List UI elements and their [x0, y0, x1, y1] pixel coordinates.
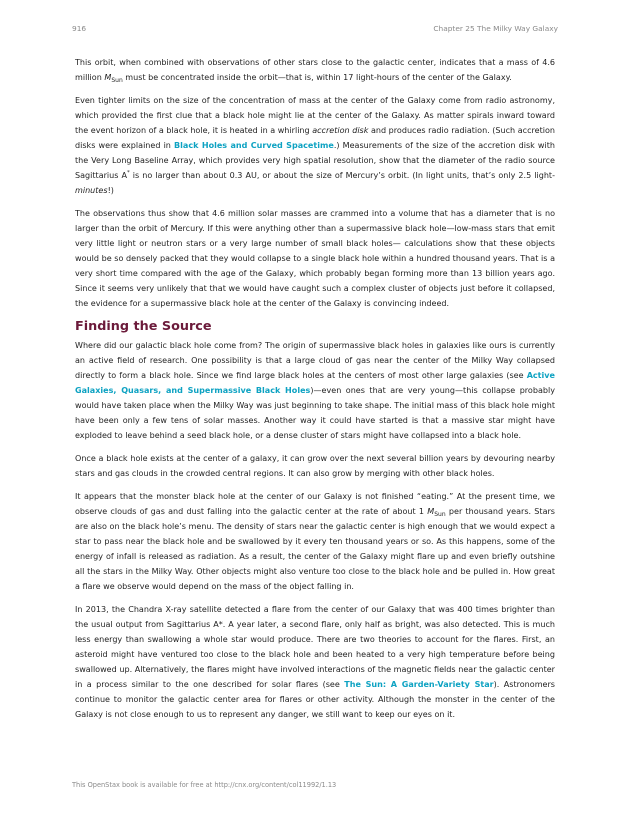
link-the-sun[interactable]: The Sun: A Garden-Variety Star [344, 680, 494, 689]
paragraph-origin: Where did our galactic black hole come from? The origin of supermassive black holes in galaxies like ours is currently an active field of research. One possibility is that a large cloud of gas near the center of the Milky Way collapsed directly to form a black hole. Since we find large black holes at the centers of most other large galaxies (see Active Galaxies, Quasars, and Supermassive Black Holes)—even ones that are very young—this collapse probably would have taken place when the Milky Way was just beginning to take shape. The initial mass of this black hole might have been only a few tens of solar masses. Another way it could have started is that a massive star might have exploded to leave behind a seed black hole, or a dense cluster of stars might have collapsed into a black hole. [75, 341, 555, 440]
paragraph-orbit-mass: This orbit, when combined with observations of other stars close to the galactic center, indicates that a mass of 4.6 million $M_{Sun}$ must be concentrated inside the orbit—that is, within 17 light-hours of the center of the Galaxy. [75, 58, 555, 84]
paragraph-observations: The observations thus show that 4.6 million solar masses are crammed into a volume that has a diameter that is no larger than the orbit of Mercury. If this were anything other than a supermassive black hole—low-mass stars that emit very little light or neutron stars or a very large number of small black holes— calculations show that these objects would be so densely packed that they would collapse to a single black hole within a hundred thousand years. That is a very short time compared with the age of the Galaxy, which probably began forming more than 13 billion years ago. Since it seems very unlikely that that we would have caught such a complex cluster of objects just before it collapsed, the evidence for a supermassive black hole at the center of the Galaxy is convincing indeed. [75, 209, 555, 308]
link-active-galaxies[interactable]: Active Galaxies, Quasars, and Supermassive Black Holes [75, 371, 555, 395]
page-content [75, 55, 555, 730]
link-black-holes-curved-spacetime[interactable]: Black Holes and Curved Spacetime [174, 141, 334, 150]
section-heading: Finding the Source [75, 319, 212, 334]
paragraph-radio-astronomy: Even tighter limits on the size of the concentration of mass at the center of the Galaxy come from radio astronomy, which provided the first clue that a black hole might lie at the center of the Galaxy. As matter spirals inward toward the event horizon of a black hole, it is heated in a whirling accretion disk and produces radio radiation. (Such accretion disks were explained in Black Holes and Curved Spacetime.) Measurements of the size of the accretion disk with the Very Long Baseline Array, which provides very high spatial resolution, show that the diameter of the radio source Sagittarius A* is no larger than about 0.3 AU, or about the size of Mercury’s orbit. (In light units, that’s only 2.5 light-minutes!) [75, 96, 556, 195]
page-number: 916 [72, 24, 87, 33]
paragraph-flares: In 2013, the Chandra X-ray satellite detected a flare from the center of our Galaxy that was 400 times brighter than the usual output from Sagittarius A*. A year later, a second flare, only half as bright, was also detected. This is much less energy than swallowing a whole star would produce. There are two theories to account for the flares. First, an asteroid might have ventured too close to the black hole and been heated to a very high temperature before being swallowed up. Alternatively, the flares might have involved interactions of the magnetic fields near the galactic center in a process similar to the one described for solar flares (see The Sun: A Garden-Variety Star). Astronomers continue to monitor the galactic center area for flares or other activity. Although the monster in the center of the Galaxy is not close enough to us to represent any danger, we still want to keep our eyes on it. [75, 605, 555, 719]
page-footer: This OpenStax book is available for free at http://cnx.org/content/col11992/1.13 [72, 781, 337, 789]
chapter-title: Chapter 25 The Milky Way Galaxy [433, 24, 558, 33]
paragraph-eating: It appears that the monster black hole at the center of our Galaxy is not finished “eating.” At the present time, we observe clouds of gas and dust falling into the galactic center at the rate of about 1 $M_{Sun}$ per thousand years. Stars are also on the black hole’s menu. The density of stars near the galactic center is high enough that we would expect a star to pass near the black hole and be swallowed by it every ten thousand years or so. As this happens, some of the energy of infall is released as radiation. As a result, the center of the Galaxy might flare up and even briefly outshine all the stars in the Milky Way. Other objects might also venture too close to the black hole and be pulled in. How great a flare we observe would depend on the mass of the object falling in. [75, 492, 556, 591]
paragraph-growth: Once a black hole exists at the center of a galaxy, it can grow over the next several billion years by devouring nearby stars and gas clouds in the crowded central regions. It can also grow by merging with other black holes. [75, 454, 555, 478]
